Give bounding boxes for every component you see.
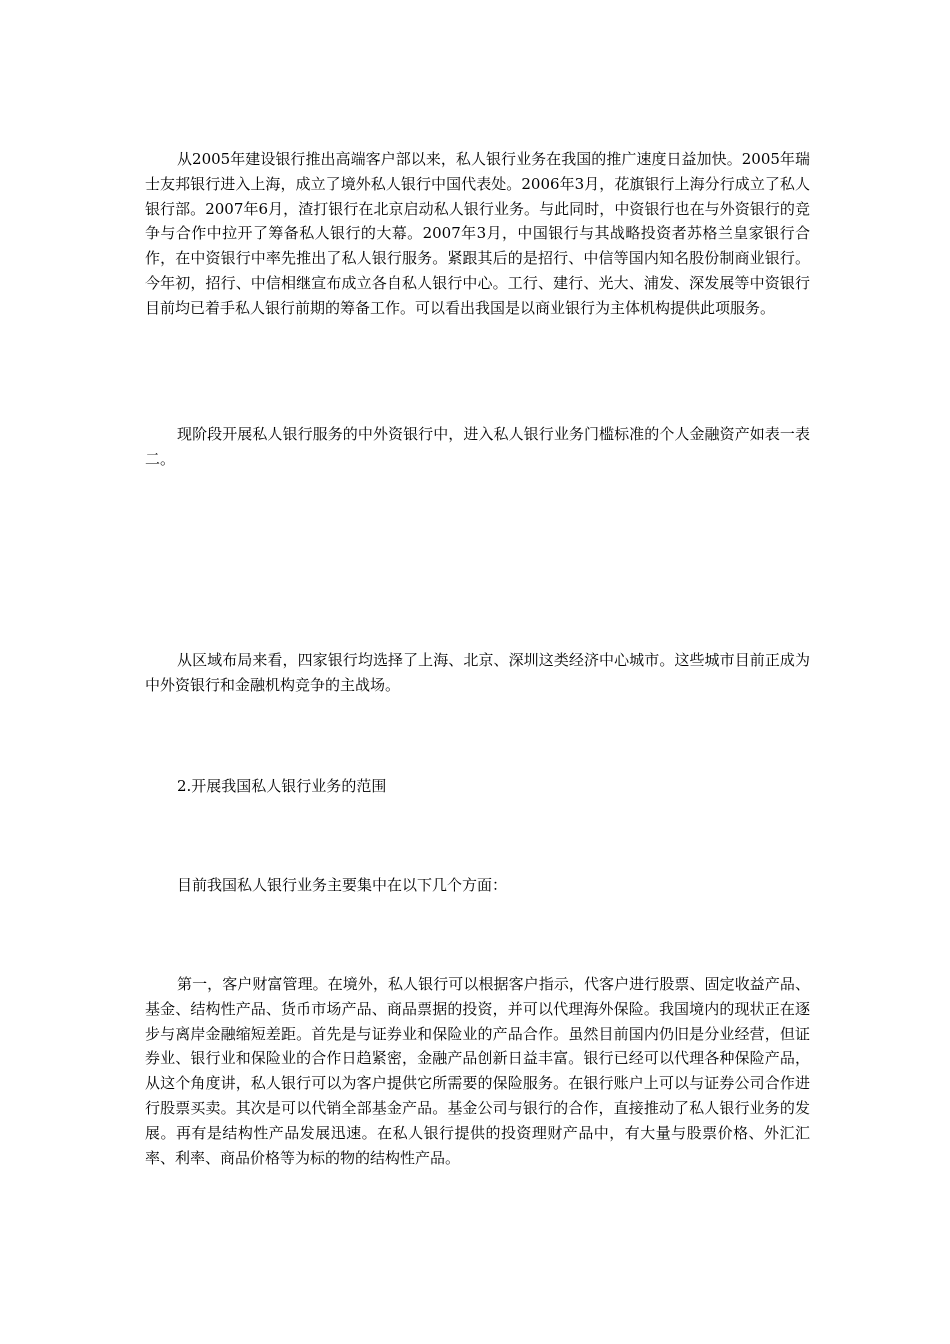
paragraph-wealth-management: 第一，客户财富管理。在境外，私人银行可以根据客户指示，代客户进行股票、固定收益产品、基金、结构性产品、货币市场产品、商品票据的投资，并可以代理海外保险。我国境内的现状正在逐步与离岸金融缩短差距。首先是与证券业和保险业的产品合作。虽然目前国内仍旧是分业经营，但证券业、银行业和保险业的合作日趋紧密，金融产品创新日益丰富。银行已经可以代理各种保险产品，从这个角度讲，私人银行可以为客户提供它所需要的保险服务。在银行账户上可以与证券公司合作进行股票买卖。其次是可以代销全部基金产品。基金公司与银行的合作，直接推动了私人银行业务的发展。再有是结构性产品发展迅速。在私人银行提供的投资理财产品中，有大量与股票价格、外汇汇率、利率、商品价格等为标的物的结构性产品。: [145, 975, 810, 1167]
paragraph-regional-layout: 从区域布局来看，四家银行均选择了上海、北京、深圳这类经济中心城市。这些城市目前正成为中外资银行和金融机构竞争的主战场。: [145, 651, 810, 694]
paragraph-private-banking-history: 从2005年建设银行推出高端客户部以来，私人银行业务在我国的推广速度日益加快。2005年瑞士友邦银行进入上海，成立了境外私人银行中国代表处。2006年3月，花旗银行上海分行成立了私人银行部。2007年6月，渣打银行在北京启动私人银行业务。与此同时，中资银行也在与外资银行的竞争与合作中拉开了筹备私人银行的大幕。2007年3月，中国银行与其战略投资者苏格兰皇家银行合作，在中资银行中率先推出了私人银行服务。紧跟其后的是招行、中信等国内知名股份制商业银行。今年初，招行、中信相继宣布成立各自私人银行中心。工行、建行、光大、浦发、深发展等中资银行目前均已着手私人银行前期的筹备工作。可以看出我国是以商业银行为主体机构提供此项服务。: [145, 150, 810, 317]
paragraph-main-aspects: 目前我国私人银行业务主要集中在以下几个方面：: [177, 876, 508, 894]
section-heading-scope: 2.开展我国私人银行业务的范围: [177, 777, 387, 795]
paragraph-asset-threshold: 现阶段开展私人银行服务的中外资银行中，进入私人银行业务门槛标准的个人金融资产如表一表二。: [145, 425, 810, 468]
